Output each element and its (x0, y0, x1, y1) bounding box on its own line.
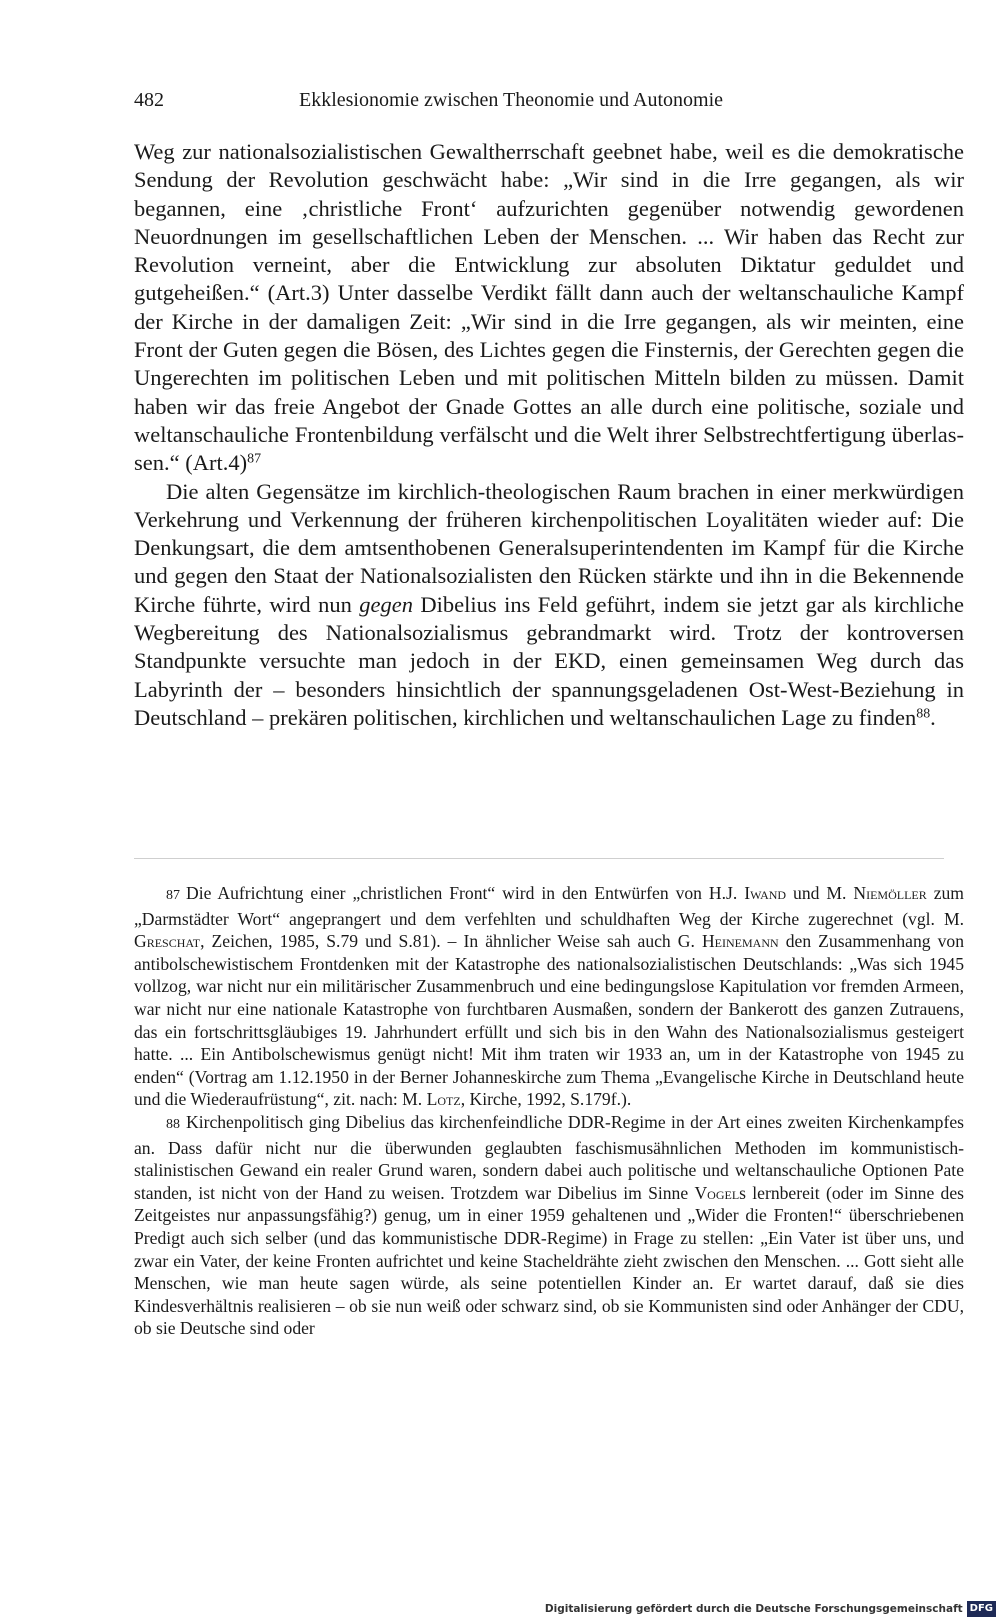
body-text (134, 138, 964, 732)
footnote-divider (134, 858, 944, 859)
footnote-88-text: Kirchenpolitisch ging Dibelius das kirchenfeindliche DDR-Regime in der Art eines zweiten Kirchenkampfes an. Dass dafür nicht nur die überwunden geglaubten faschismusähnlichen Methoden im kommunistisch-stalinistischen Gewand ein realer Grund waren, sondern dabei auch politische und weltanschauliche Optionen Pate standen, ist nicht von der Hand zu weisen. Trotzdem war Dibelius im Sinne (134, 1111, 964, 1203)
credit-text: Digitalisierung gefördert durch die Deutsche Forschungsgemeinschaft (544, 1603, 963, 1615)
author-name: Heinemann (701, 931, 779, 952)
paragraph-2 (134, 478, 964, 733)
page-header (134, 82, 964, 118)
paragraph-1 (134, 138, 964, 478)
paragraph-2-text-a: Die alten Gegensätze im kirchlich-theologischen Raum brachen in einer merkwürdigen Verkehrung und Verkennung der früheren kirchenpolitischen Loyalitäten wieder auf: Die Denkungsart, die dem amtsenthobenen Generalsuperintendenten im Kampf für die Kirche und gegen den Staat der Nationalsozialisten den Rücken stärkte und ihn in die Bekennende Kirche führte, wird nun (134, 478, 964, 617)
footnote-88-mark: 88 (166, 1116, 180, 1132)
footnotes (134, 882, 964, 1340)
author-name: Lotz (426, 1089, 461, 1110)
footnote-87-text: , Zeichen, 1985, S.79 und S.81). – In ähnlicher Weise sah auch G. (200, 931, 702, 952)
footnote-87-text: , Kirche, 1992, S.179f.). (460, 1089, 632, 1110)
author-name: Niemöller (853, 883, 927, 903)
footnote-ref-87[interactable]: 87 (247, 451, 262, 467)
running-title: Ekklesionomie zwischen Theonomie und Autonomie (299, 89, 724, 111)
paragraph-2-text-b: Dibelius ins Feld geführt, indem sie jetzt gar als kirchliche Wegbereitung des Nationalsozialismus gebrandmarkt wird. Trotz der kontroversen Standpunkte versuchte man jedoch in der EKD, einen gemeinsamen Weg durch das Labyrinth der – besonders hinsichtlich der spannungsgeladenen Ost-West-Beziehung in Deutschland – prekären politischen, kirchlichen und weltanschaulichen Lage zu finden (134, 591, 964, 730)
footnote-87-text: den Zusammenhang von antibolschewistischem Frontdenken mit der Katastrophe des nationalsozialistischen Deutschlands: „Was sich 1945 vollzog, war nicht nur ein militärischer Zusammenbruch und eine bedingungslose Kapitulation vor fremden Armeen, war nicht nur eine nationale Katastrophe von furchtbaren Ausmaßen, sondern der Bankerott des ganzen Zutrauens, das ein fortschrittsgläubiges 19. Jahrhundert erfüllt und sich bis in den Wahn des Nationalsozialismus gesteigert hatte. ... Ein Antibolschewismus genügt nicht! Mit ihm traten wir 1933 an, um in der Katastrophe von 1945 zu enden“ (Vortrag am 1.12.1950 in der Berner Johanneskirche zum Thema „Evangelische Kirche in Deutschland heute und die Wiederaufrüstung“, zit. nach: M. (134, 931, 964, 1110)
author-name: Greschat (134, 931, 201, 952)
paragraph-1-text: Weg zur nationalsozialistischen Gewaltherrschaft geebnet habe, weil es die demokratische Sendung der Revolution geschwächt habe: „Wir sind in die Irre gegangen, als wir begannen, eine ‚christliche Front‘ aufzurichten gegenüber notwendig gewordenen Neuordnungen im gesellschaftlichen Leben der Menschen. ... Wir haben das Recht zur Revolution verneint, aber die Entwicklung zur absoluten Diktatur geduldet und gutgeheißen.“ (Art.3) Unter dasselbe Verdikt fällt dann auch der weltanschauliche Kampf der Kirche in der damaligen Zeit: „Wir sind in die Irre gegangen, als wir meinten, eine Front der Guten gegen die Bösen, des Lichtes gegen die Finsternis, der Gerechten gegen die Ungerechten im politischen Leben und mit politischen Mitteln bilden zu müssen. Damit haben wir das freie Angebot der Gnade Gottes an alle durch eine politische, soziale und weltanschauliche Frontenbildung verfälscht und die Welt ihrer Selbstrechtfertigung überlassen.“ (Art.4) (134, 139, 964, 476)
footnote-87-text: und M. (786, 883, 854, 903)
footnote-88-text: s lernbereit (oder im Sinne des Zeitgeistes nur anpassungsfähig?) genug, um in einer 1959 gehaltenen und „Wider die Fronten!“ überschriebenen Predigt auch sich selber (und das kommunistische DDR-Regime) in Frage zu stellen: „Ein Vater ist über uns, und zwar ein Vater, der keine Fronten aufrichtet und keine Stacheldrähte zieht zwischen den Menschen. ... Gott sieht alle Menschen, wie man heute sagen würde, als seine potentiellen Kinder an. Er wartet darauf, daß sie dies Kindesverhältnis realisieren – ob sie nun weiß oder schwarz sind, ob sie Kommunisten sind oder Anhänger der CDU, ob sie Deutsche sind oder (134, 1182, 965, 1339)
author-name: Iwand (744, 883, 787, 903)
digitization-credit (545, 1599, 996, 1619)
author-name: Vogel (694, 1182, 740, 1203)
footnote-88 (134, 1111, 964, 1340)
paragraph-2-emphasis: gegen (359, 591, 413, 617)
page-number: 482 (134, 89, 164, 111)
footnote-87-mark: 87 (166, 888, 180, 903)
footnote-87-text: Die Aufrichtung einer „christlichen Front“ wird in den Entwürfen von H.J. (186, 883, 745, 903)
footnote-87 (134, 882, 964, 1111)
paragraph-2-end: . (930, 704, 936, 730)
footnote-87-text: zum „Darmstädter Wort“ angeprangert und dem verfehlten und schuldhaften Weg der Kirche zugerechnet (vgl. M. (134, 883, 964, 929)
footnote-ref-88[interactable]: 88 (916, 706, 931, 722)
dfg-logo: DFG (967, 1601, 996, 1617)
